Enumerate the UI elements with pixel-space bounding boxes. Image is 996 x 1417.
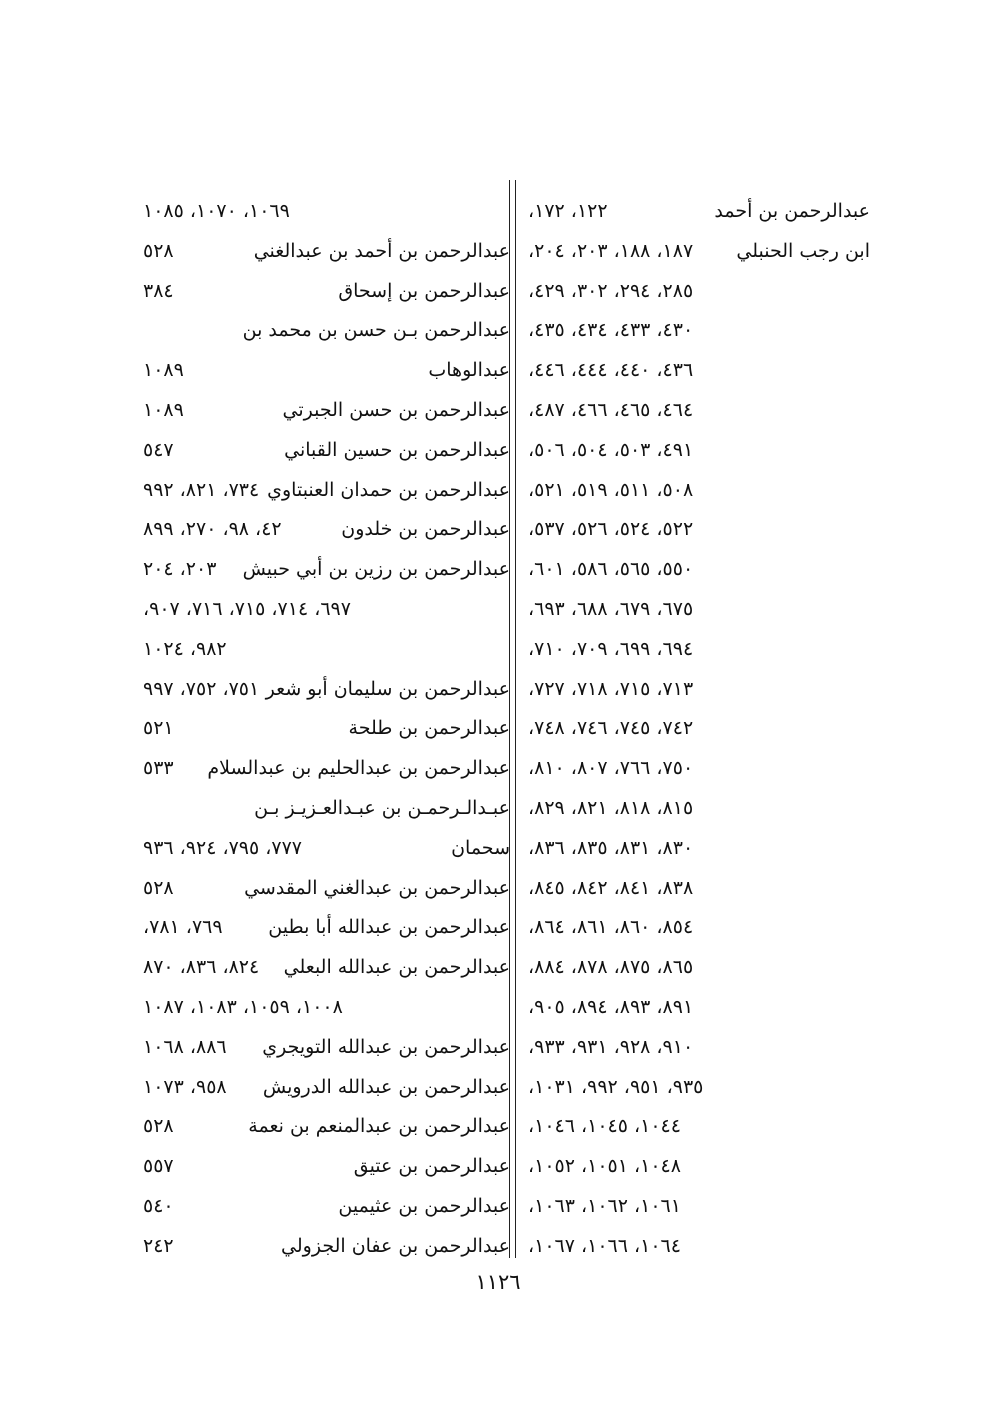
entry-pages: ١٠٠٨، ١٠٥٩، ١٠٨٣، ١٠٨٧ <box>143 996 343 1018</box>
index-entry <box>135 988 510 1026</box>
entry-pages: ٤٣٠، ٤٣٣، ٤٣٤، ٤٣٥، <box>528 319 694 342</box>
entry-pages: ٤٣٦، ٤٤٠، ٤٤٤، ٤٤٦، <box>528 359 694 382</box>
index-entry <box>520 1028 870 1066</box>
index-entry <box>135 709 510 747</box>
entry-pages: ٨١٥، ٨١٨، ٨٢١، ٨٢٩، <box>528 797 694 819</box>
index-entry <box>135 550 510 588</box>
index-entry <box>135 391 510 429</box>
entry-pages: ٥٣٣ <box>143 757 174 780</box>
index-entry <box>135 1028 510 1066</box>
index-entry <box>520 192 870 230</box>
index-entry <box>135 749 510 787</box>
entry-name: ابن رجب الحنبلي <box>736 239 870 262</box>
index-entry <box>520 1187 870 1225</box>
entry-name: عبدالرحمن بن عتيق <box>353 1155 510 1178</box>
index-entry <box>520 1107 870 1145</box>
entry-name: عبـدالـرحمـن بن عبـدالعـزيـز بـن <box>254 797 510 819</box>
entry-pages: ١٠٤٤، ١٠٤٥، ١٠٤٦، <box>528 1115 681 1138</box>
entry-pages: ٤٩١، ٥٠٣، ٥٠٤، ٥٠٦، <box>528 438 694 461</box>
entry-name: عبدالرحمن بن حسن الجبرتي <box>282 399 510 421</box>
index-entry <box>520 1068 870 1106</box>
index-entry <box>520 988 870 1026</box>
entry-name: عبدالرحمن بن سليمان أبو شعر <box>265 677 510 700</box>
entry-pages: ٨٩١، ٨٩٣، ٨٩٤، ٩٠٥، <box>528 996 694 1018</box>
index-entry <box>520 431 870 469</box>
entry-name: عبدالرحمن بن خلدون <box>341 518 510 541</box>
entry-name: سحمان <box>451 836 510 859</box>
index-entry <box>520 749 870 787</box>
entry-pages: ٦٩٧، ٧١٤، ٧١٥، ٧١٦، ٩٠٧، <box>143 598 351 620</box>
index-entry <box>520 908 870 946</box>
entry-pages: ٨٨٦، ١٠٦٨ <box>143 1035 227 1058</box>
index-entry <box>135 272 510 310</box>
entry-pages: ٨٢٤، ٨٣٦، ٨٧٠ <box>143 956 260 979</box>
entry-pages: ٨٥٤، ٨٦٠، ٨٦١، ٨٦٤، <box>528 916 694 939</box>
entry-pages: ١٠٤٨، ١٠٥١، ١٠٥٢، <box>528 1155 681 1178</box>
entry-pages: ٥٥٧ <box>143 1155 174 1178</box>
entry-pages: ٧٣٤، ٨٢١، ٩٩٢ <box>143 478 260 501</box>
entry-pages: ٤٦٤، ٤٦٥، ٤٦٦، ٤٨٧، <box>528 399 694 421</box>
entry-pages: ٩٥٨، ١٠٧٣ <box>143 1075 227 1098</box>
entry-pages: ١٠٦١، ١٠٦٢، ١٠٦٣، <box>528 1195 681 1217</box>
entry-name: عبدالرحمن بن عبدالله التويجري <box>262 1035 510 1058</box>
index-entry <box>135 311 510 349</box>
entry-pages: ٨٣٨، ٨٤١، ٨٤٢، ٨٤٥، <box>528 876 694 899</box>
index-entry <box>135 908 510 946</box>
entry-pages: ١٢٢، ١٧٢، <box>528 200 608 222</box>
entry-pages: ٥٢١ <box>143 717 174 740</box>
entry-name: عبدالوهاب <box>428 359 510 382</box>
index-entry <box>520 550 870 588</box>
index-entry <box>135 1187 510 1225</box>
index-entry <box>135 670 510 708</box>
index-entry <box>520 590 870 628</box>
entry-pages: ٤٢، ٩٨، ٢٧٠، ٨٩٩ <box>143 518 282 541</box>
entry-pages: ١٠٦٤، ١٠٦٦، ١٠٦٧، <box>528 1234 681 1257</box>
index-entry <box>135 1068 510 1106</box>
entry-name: عبدالرحمن بن إسحاق <box>338 279 510 302</box>
entry-name: عبدالرحمن بن رزين بن أبي حبيش <box>242 558 510 581</box>
entry-pages: ٨٣٠، ٨٣١، ٨٣٥، ٨٣٦، <box>528 836 694 859</box>
index-entry <box>520 869 870 907</box>
entry-name: عبدالرحمن بن عفان الجزولي <box>281 1234 510 1257</box>
index-entry <box>520 272 870 310</box>
index-entry <box>135 510 510 548</box>
index-entry <box>520 829 870 867</box>
index-entry <box>520 630 870 668</box>
index-entry <box>135 351 510 389</box>
entry-name: عبدالرحمن بن أحمد بن عبدالغني <box>253 239 510 262</box>
index-entry <box>520 311 870 349</box>
entry-pages: ٣٨٤ <box>143 279 174 302</box>
index-entry <box>520 471 870 509</box>
index-entry <box>135 829 510 867</box>
entry-name: عبدالرحمن بن طلحة <box>348 717 510 740</box>
entry-pages: ١٠٦٩، ١٠٧٠، ١٠٨٥ <box>143 200 290 222</box>
index-entry <box>135 471 510 509</box>
entry-name: عبدالرحمن بن حمدان العنبتاوي <box>267 478 510 501</box>
entry-pages: ١٨٧، ١٨٨، ٢٠٣، ٢٠٤، <box>528 239 694 262</box>
entry-name: عبدالرحمن بـن حسن بن محمد بن <box>242 319 510 342</box>
index-entry <box>520 789 870 827</box>
entry-name: عبدالرحمن بن عبدالله أبا بطين <box>268 916 510 939</box>
index-entry <box>135 869 510 907</box>
entry-pages: ٧٤٢، ٧٤٥، ٧٤٦، ٧٤٨، <box>528 717 694 740</box>
entry-pages: ٩٨٢، ١٠٢٤ <box>143 637 227 660</box>
entry-pages: ٥٠٨، ٥١١، ٥١٩، ٥٢١، <box>528 478 694 501</box>
entry-pages: ٧٧٧، ٧٩٥، ٩٢٤، ٩٣٦ <box>143 836 303 859</box>
entry-pages: ٥٥٠، ٥٦٥، ٥٨٦، ٦٠١، <box>528 558 694 581</box>
entry-pages: ٥٤٧ <box>143 438 174 461</box>
index-entry <box>135 431 510 469</box>
entry-pages: ١٠٨٩ <box>143 359 184 382</box>
entry-name: عبدالرحمن بن عبدالله البعلي <box>283 956 510 979</box>
entry-name: عبدالرحمن بن عبدالمنعم بن نعمة <box>248 1115 510 1138</box>
entry-pages: ٧٥٠، ٧٦٦، ٨٠٧، ٨١٠، <box>528 757 694 780</box>
entry-pages: ٥٢٢، ٥٢٤، ٥٢٦، ٥٣٧، <box>528 518 694 541</box>
entry-pages: ٧١٣، ٧١٥، ٧١٨، ٧٢٧، <box>528 677 694 700</box>
entry-pages: ٧٦٩، ٧٨١، <box>143 916 223 939</box>
index-entry <box>135 1147 510 1185</box>
entry-name: عبدالرحمن بن عثيمين <box>338 1195 510 1217</box>
index-entry <box>135 1227 510 1265</box>
entry-name: عبدالرحمن بن حسين القباني <box>284 438 510 461</box>
index-entry <box>135 232 510 270</box>
entry-pages: ٨٦٥، ٨٧٥، ٨٧٨، ٨٨٤، <box>528 956 694 979</box>
entry-name: عبدالرحمن بن أحمد <box>714 200 870 222</box>
entry-pages: ٢٤٢ <box>143 1234 174 1257</box>
index-entry <box>135 789 510 827</box>
index-entry <box>135 1107 510 1145</box>
index-entry <box>520 1227 870 1265</box>
entry-pages: ٥٢٨ <box>143 239 174 262</box>
page-number: ١١٢٦ <box>475 1270 521 1294</box>
entry-pages: ٩١٠، ٩٢٨، ٩٣١، ٩٣٣، <box>528 1035 694 1058</box>
entry-pages: ٧٥١، ٧٥٢، ٩٩٧ <box>143 677 260 700</box>
entry-pages: ٥٢٨ <box>143 876 174 899</box>
entry-pages: ٦٧٥، ٦٧٩، ٦٨٨، ٦٩٣، <box>528 598 694 620</box>
entry-name: عبدالرحمن بن عبدالحليم بن عبدالسلام <box>207 757 510 780</box>
index-entry <box>520 232 870 270</box>
index-entry <box>520 510 870 548</box>
entry-pages: ٦٩٤، ٦٩٩، ٧٠٩، ٧١٠، <box>528 637 694 660</box>
index-entry <box>135 590 510 628</box>
entry-pages: ٥٤٠ <box>143 1195 174 1217</box>
entry-pages: ١٠٨٩ <box>143 399 184 421</box>
entry-pages: ٥٢٨ <box>143 1115 174 1138</box>
entry-name: عبدالرحمن بن عبدالغني المقدسي <box>244 876 510 899</box>
index-entry <box>135 192 510 230</box>
entry-pages: ٢٨٥، ٢٩٤، ٣٠٢، ٤٢٩، <box>528 279 694 302</box>
index-entry <box>135 948 510 986</box>
entry-pages: ٩٣٥، ٩٥١، ٩٩٢، ١٠٣١، <box>528 1075 704 1098</box>
index-entry <box>520 1147 870 1185</box>
index-entry <box>520 351 870 389</box>
index-entry <box>520 709 870 747</box>
index-entry <box>135 630 510 668</box>
index-entry <box>520 391 870 429</box>
column-divider <box>509 180 516 1258</box>
entry-name: عبدالرحمن بن عبدالله الدرويش <box>262 1075 510 1098</box>
index-entry <box>520 670 870 708</box>
entry-pages: ٢٠٣، ٢٠٤ <box>143 558 217 581</box>
index-entry <box>520 948 870 986</box>
